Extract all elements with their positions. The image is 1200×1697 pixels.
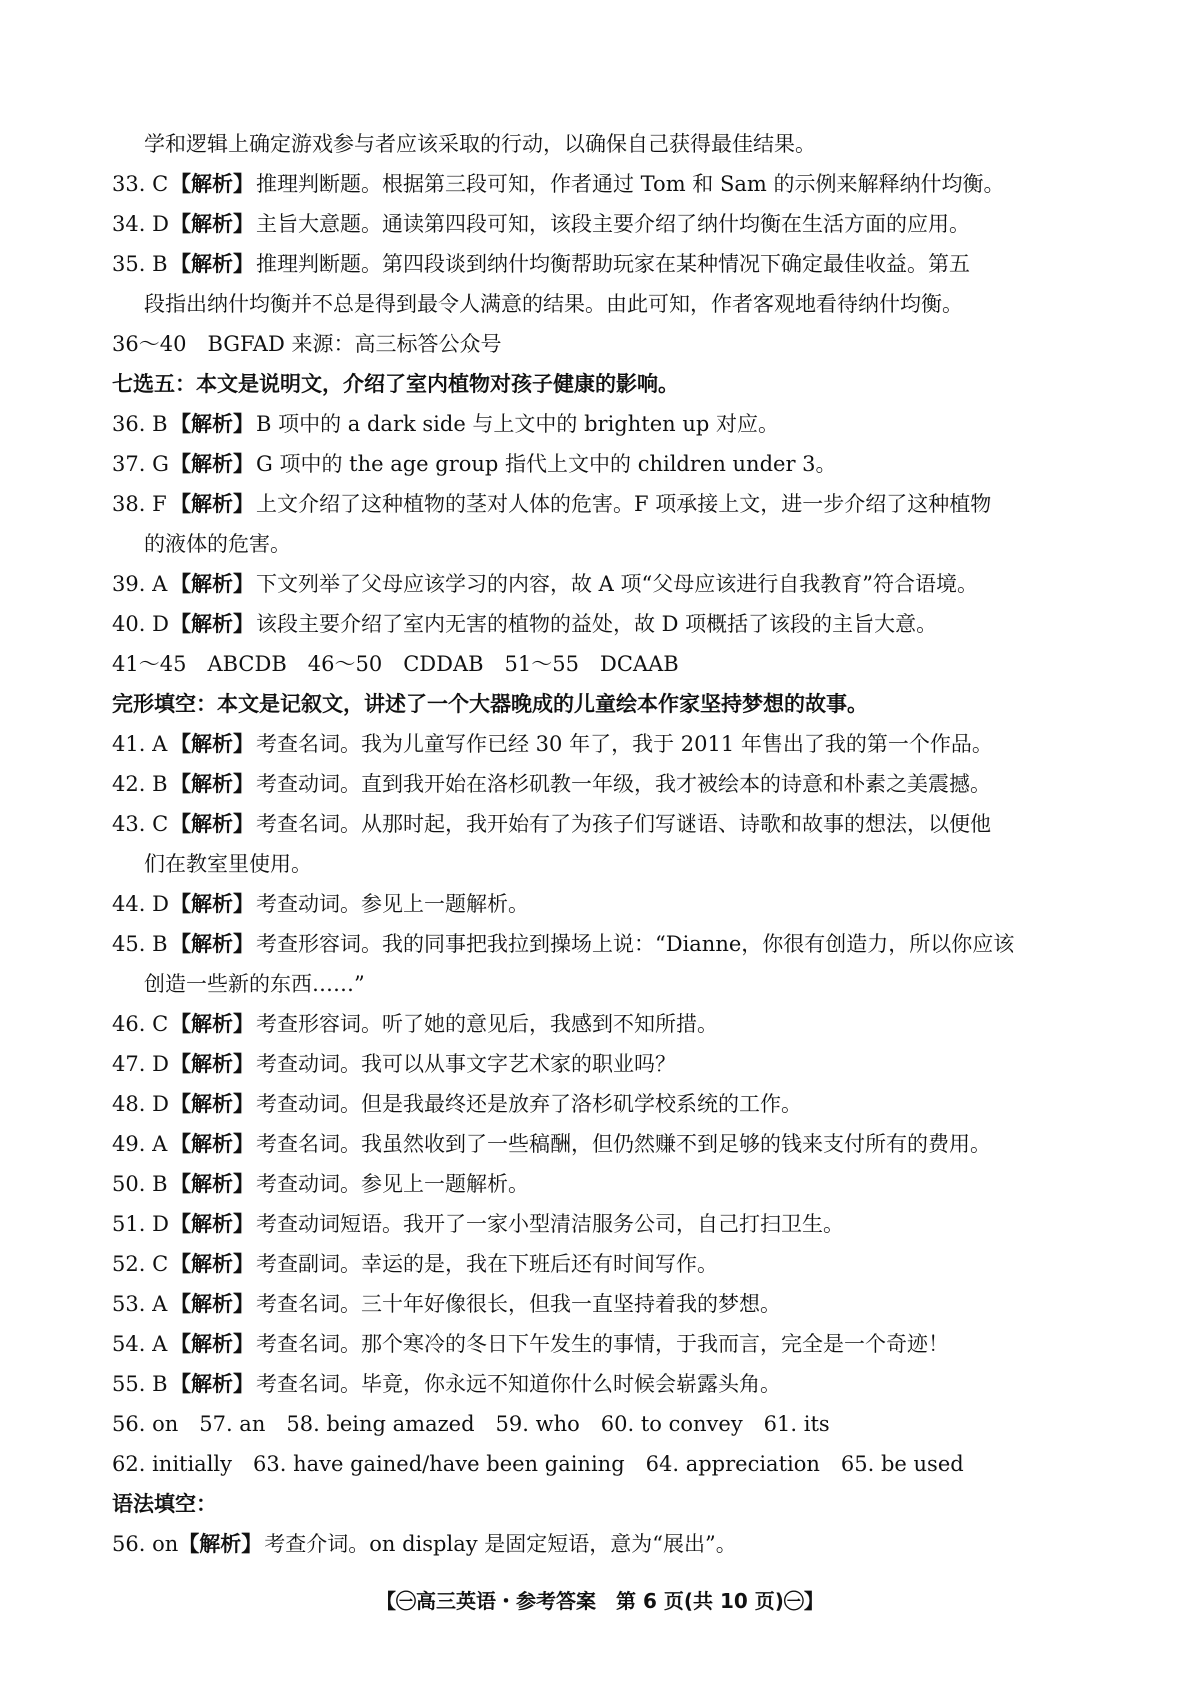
question-number: 51. D	[112, 1212, 169, 1236]
analysis-tag: 【解析】	[170, 812, 254, 836]
question-number: 41. A	[112, 732, 168, 756]
analysis-tag: 【解析】	[170, 1052, 254, 1076]
analysis-tag: 【解析】	[170, 1212, 254, 1236]
answer-item	[112, 1084, 1102, 1124]
analysis-tag: 【解析】	[170, 932, 254, 956]
answer-item	[112, 564, 1102, 604]
analysis-text: 该段主要介绍了室内无害的植物的益处，故 D 项概括了该段的主旨大意。	[256, 612, 938, 636]
analysis-tag: 【解析】	[170, 1012, 254, 1036]
analysis-text: 考查形容词。我的同事把我拉到操场上说：“Dianne，你很有创造力，所以你应该	[256, 932, 1015, 956]
analysis-text: 考查副词。幸运的是，我在下班后还有时间写作。	[256, 1252, 718, 1276]
question-number: 34. D	[112, 212, 169, 236]
answer-item	[112, 1004, 1102, 1044]
analysis-tag: 【解析】	[170, 252, 254, 276]
question-number: 42. B	[112, 772, 168, 796]
analysis-tag: 【解析】	[170, 492, 254, 516]
analysis-text: 考查动词短语。我开了一家小型清洁服务公司，自己打扫卫生。	[256, 1212, 844, 1236]
page-footer: 【㊀高三英语・参考答案 第 6 页(共 10 页)㊀】	[376, 1589, 824, 1613]
answer-key-line: 62. initially 63. have gained/have been gaining 64. appreciation 65. be used	[112, 1452, 964, 1476]
analysis-tag: 【解析】	[170, 1132, 254, 1156]
question-number: 47. D	[112, 1052, 169, 1076]
analysis-tag: 【解析】	[170, 412, 254, 436]
question-number: 49. A	[112, 1132, 168, 1156]
answer-content	[112, 124, 1102, 1564]
answer-item	[112, 1324, 1102, 1364]
analysis-text: 考查名词。从那时起，我开始有了为孩子们写谜语、诗歌和故事的想法，以便他	[256, 812, 991, 836]
answer-key-line: 36～40 BGFAD 来源：高三标答公众号	[112, 332, 502, 356]
analysis-tag: 【解析】	[170, 612, 254, 636]
continuation-line: 们在教室里使用。	[144, 852, 312, 876]
analysis-text: 考查名词。毕竟，你永远不知道你什么时候会崭露头角。	[256, 1372, 781, 1396]
answer-item	[112, 1244, 1102, 1284]
analysis-text: 考查动词。我可以从事文字艺术家的职业吗？	[256, 1052, 676, 1076]
analysis-text: G 项中的 the age group 指代上文中的 children under 3。	[256, 452, 837, 476]
analysis-tag: 【解析】	[170, 452, 254, 476]
answer-item	[112, 604, 1102, 644]
question-number: 44. D	[112, 892, 169, 916]
question-number: 46. C	[112, 1012, 169, 1036]
answer-item	[112, 244, 1102, 284]
answer-item	[112, 884, 1102, 924]
analysis-tag: 【解析】	[170, 212, 254, 236]
analysis-tag: 【解析】	[170, 1332, 254, 1356]
question-number: 37. G	[112, 452, 169, 476]
answer-item	[112, 1524, 1102, 1564]
answer-key-line: 41～45 ABCDB 46～50 CDDAB 51～55 DCAAB	[112, 652, 679, 676]
question-number: 48. D	[112, 1092, 169, 1116]
analysis-text: 推理判断题。根据第三段可知，作者通过 Tom 和 Sam 的示例来解释纳什均衡。	[256, 172, 1005, 196]
answer-item	[112, 1364, 1102, 1404]
analysis-text: 下文列举了父母应该学习的内容，故 A 项“父母应该进行自我教育”符合语境。	[256, 572, 978, 596]
answer-item	[112, 444, 1102, 484]
analysis-text: 考查动词。参见上一题解析。	[256, 1172, 529, 1196]
analysis-text: 考查动词。参见上一题解析。	[256, 892, 529, 916]
question-number: 56. on	[112, 1532, 179, 1556]
question-number: 35. B	[112, 252, 168, 276]
analysis-text: 主旨大意题。通读第四段可知，该段主要介绍了纳什均衡在生活方面的应用。	[256, 212, 970, 236]
continuation-line: 创造一些新的东西……”	[144, 972, 365, 996]
analysis-tag: 【解析】	[170, 1372, 254, 1396]
analysis-text: 考查介词。on display 是固定短语，意为“展出”。	[264, 1532, 737, 1556]
answer-item	[112, 804, 1102, 844]
answer-item	[112, 1044, 1102, 1084]
continuation-line: 学和逻辑上确定游戏参与者应该采取的行动，以确保自己获得最佳结果。	[144, 132, 816, 156]
analysis-tag: 【解析】	[170, 572, 254, 596]
section-heading: 语法填空：	[112, 1492, 217, 1516]
answer-item	[112, 404, 1102, 444]
continuation-line: 的液体的危害。	[144, 532, 291, 556]
question-number: 45. B	[112, 932, 168, 956]
continuation-line: 段指出纳什均衡并不总是得到最令人满意的结果。由此可知，作者客观地看待纳什均衡。	[144, 292, 963, 316]
answer-item	[112, 484, 1102, 524]
analysis-tag: 【解析】	[170, 1172, 254, 1196]
section-heading: 七选五：本文是说明文，介绍了室内植物对孩子健康的影响。	[112, 372, 679, 396]
question-number: 38. F	[112, 492, 167, 516]
answer-item	[112, 1164, 1102, 1204]
question-number: 54. A	[112, 1332, 168, 1356]
answer-item	[112, 924, 1102, 964]
analysis-text: 考查名词。那个寒冷的冬日下午发生的事情，于我而言，完全是一个奇迹！	[256, 1332, 949, 1356]
answer-item	[112, 1284, 1102, 1324]
analysis-tag: 【解析】	[178, 1532, 263, 1556]
analysis-text: 推理判断题。第四段谈到纳什均衡帮助玩家在某种情况下确定最佳收益。第五	[256, 252, 970, 276]
analysis-tag: 【解析】	[170, 1092, 254, 1116]
analysis-text: 考查名词。我为儿童写作已经 30 年了，我于 2011 年售出了我的第一个作品。	[256, 732, 993, 756]
analysis-text: 考查动词。直到我开始在洛杉矶教一年级，我才被绘本的诗意和朴素之美震撼。	[256, 772, 991, 796]
question-number: 53. A	[112, 1292, 168, 1316]
analysis-tag: 【解析】	[170, 772, 254, 796]
question-number: 40. D	[112, 612, 169, 636]
question-number: 39. A	[112, 572, 168, 596]
answer-item	[112, 724, 1102, 764]
answer-item	[112, 1124, 1102, 1164]
section-heading: 完形填空：本文是记叙文，讲述了一个大器晚成的儿童绘本作家坚持梦想的故事。	[112, 692, 868, 716]
analysis-tag: 【解析】	[170, 172, 254, 196]
analysis-tag: 【解析】	[170, 1292, 254, 1316]
analysis-text: 考查名词。三十年好像很长，但我一直坚持着我的梦想。	[256, 1292, 781, 1316]
answer-item	[112, 204, 1102, 244]
question-number: 36. B	[112, 412, 168, 436]
answer-item	[112, 1204, 1102, 1244]
analysis-text: 考查动词。但是我最终还是放弃了洛杉矶学校系统的工作。	[256, 1092, 802, 1116]
analysis-tag: 【解析】	[170, 892, 254, 916]
question-number: 55. B	[112, 1372, 168, 1396]
analysis-tag: 【解析】	[170, 1252, 254, 1276]
answer-item	[112, 164, 1102, 204]
question-number: 50. B	[112, 1172, 168, 1196]
analysis-text: 上文介绍了这种植物的茎对人体的危害。F 项承接上文，进一步介绍了这种植物	[256, 492, 992, 516]
analysis-text: 考查形容词。听了她的意见后，我感到不知所措。	[256, 1012, 718, 1036]
question-number: 43. C	[112, 812, 169, 836]
analysis-tag: 【解析】	[170, 732, 254, 756]
question-number: 52. C	[112, 1252, 169, 1276]
analysis-text: B 项中的 a dark side 与上文中的 brighten up 对应。	[256, 412, 779, 436]
answer-key-line: 56. on 57. an 58. being amazed 59. who 60. to convey 61. its	[112, 1412, 830, 1436]
analysis-text: 考查名词。我虽然收到了一些稿酬，但仍然赚不到足够的钱来支付所有的费用。	[256, 1132, 991, 1156]
answer-item	[112, 764, 1102, 804]
question-number: 33. C	[112, 172, 169, 196]
